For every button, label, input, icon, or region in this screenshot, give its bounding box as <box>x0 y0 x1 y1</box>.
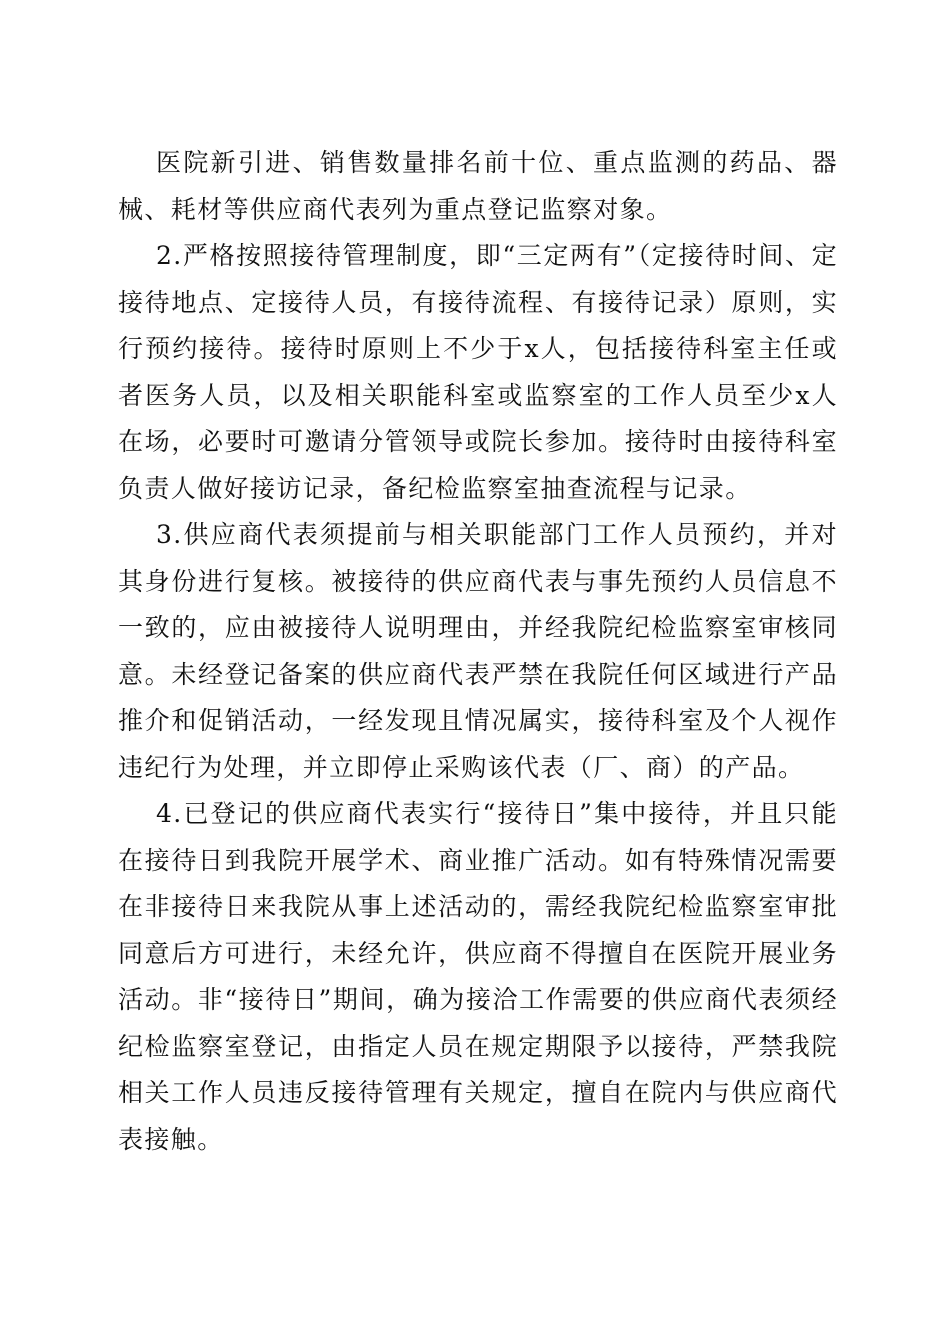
paragraph-item-3-appointment-verification: 3.供应商代表须提前与相关职能部门工作人员预约，并对其身份进行复核。被接待的供应商代表与事先预约人员信息不一致的，应由被接待人说明理由，并经我院纪检监察室审核同意。未经登记备案的供应商代表严禁在我院任何区域进行产品推介和促销活动，一经发现且情况属实，接待科室及个人视作违纪行为处理，并立即停止采购该代表（厂、商）的产品。 <box>118 520 838 782</box>
paragraph-item-2-reception-rules: 2.严格按照接待管理制度，即“三定两有”（定接待时间、定接待地点、定接待人员，有接待流程、有接待记录）原则，实行预约接待。接待时原则上不少于x人，包括接待科室主任或者医务人员，以及相关职能科室或监察室的工作人员至少x人在场，必要时可邀请分管领导或院长参加。接待时由接待科室负责人做好接访记录，备纪检监察室抽查流程与记录。 <box>118 241 838 503</box>
paragraph-key-supervision-targets: 医院新引进、销售数量排名前十位、重点监测的药品、器械、耗材等供应商代表列为重点登记监察对象。 <box>118 148 838 224</box>
document-body <box>118 140 838 1163</box>
paragraph-item-4-reception-day: 4.已登记的供应商代表实行“接待日”集中接待，并且只能在接待日到我院开展学术、商业推广活动。如有特殊情况需要在非接待日来我院从事上述活动的，需经我院纪检监察室审批同意后方可进行，未经允许，供应商不得擅自在医院开展业务活动。非“接待日”期间，确为接洽工作需要的供应商代表须经纪检监察室登记，由指定人员在规定期限予以接待，严禁我院相关工作人员违反接待管理有关规定，擅自在院内与供应商代表接触。 <box>118 799 838 1154</box>
